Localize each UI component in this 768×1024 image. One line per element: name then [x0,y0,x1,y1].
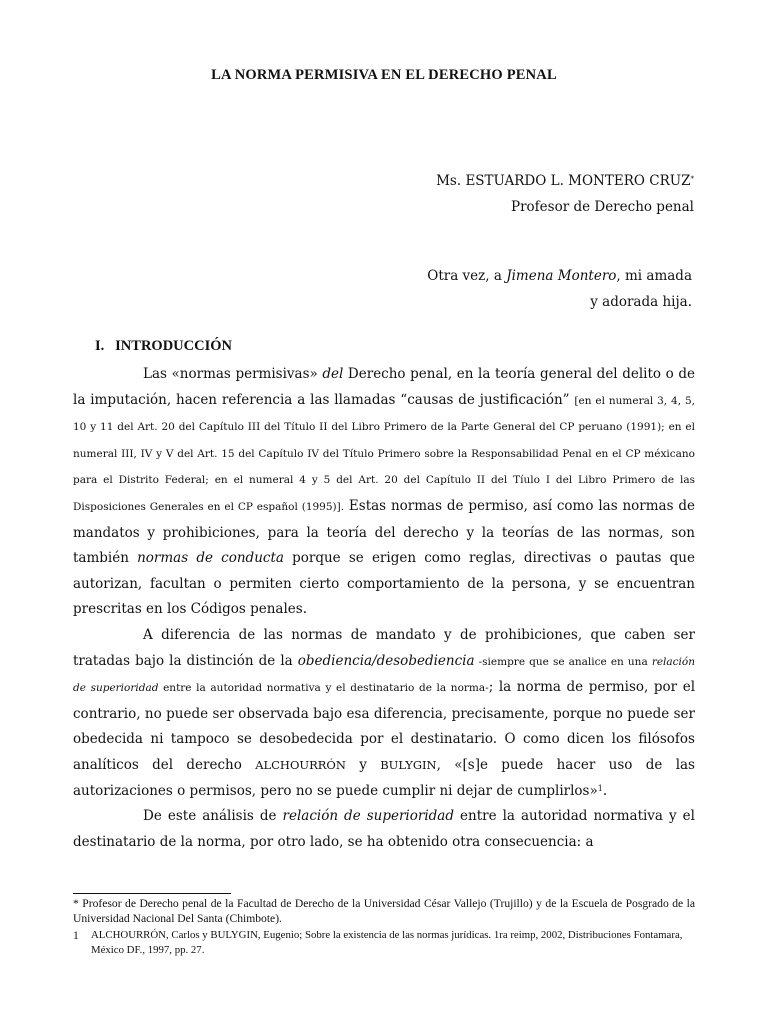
p1-text-4: porque se erigen como reglas, directivas o pautas que autorizan, facultan o permiten cierto comportamiento de la persona, y se encuentran prescritas en los Códigos penales. [73,550,695,618]
paragraph-3 [73,804,695,855]
p2-quote: , «[s]e puede hacer uso de las autorizaciones o permisos, pero no se puede cumplir ni dejar de cumplirlos» [73,756,695,799]
footnote-ref-1[interactable]: 1 [597,783,603,793]
author-footnote-mark: * [690,175,694,183]
dedication-text-b: , mi amada [616,268,692,284]
p1-text-2: Derecho penal, en la teoría general del delito o de la imputación, hacen referencia a las llamadas “causas de justificación” [73,366,696,408]
p3-text: De este análisis de [143,808,283,825]
paragraph-2 [73,623,695,804]
p2-aside-2: entre la autoridad normativa y el destinatario de la norma- [158,682,489,695]
paragraph-1 [73,362,695,623]
footnote-1 [73,928,695,958]
author-ref-alchourron: ALCHOURRÓN [255,757,346,772]
author-name-text: Ms. ESTUARDO L. MONTERO CRUZ [436,173,691,189]
p3-text-2: entre la autoridad normativa y el destinatario de la norma, por otro lado, se ha obtenido otra consecuencia: a [73,808,695,850]
footnotes [73,896,695,958]
p1-text: Las «normas permisivas» [143,366,323,382]
footnote-1-number: 1 [73,929,79,942]
author-name [436,168,694,194]
dedication-name: Jimena Montero [506,268,617,284]
p2-italic: obediencia/desobediencia [297,652,475,669]
section-heading [95,338,232,355]
section-number: I. [95,338,105,354]
p3-italic: relación de superioridad [282,808,454,825]
p1-legal-reference: [en el numeral 3, 4, 5, 10 y 11 del Art. 20 del Capítulo III del Título II del Libro Primero de la Parte General del CP peruano (1991); en el numeral III, IV y V del Art. 15 del Capítulo IV del Título Primero sobre la Responsabilidad Penal en el CP méxicano para el Distrito Federal; en el numeral 4 y 5 del Art. 20 del Capítulo II del Tíulo I del Libro Primero de las Disposiciones Generales en el CP español (1995)]. [73,394,695,513]
p2-end: . [602,782,608,799]
author-block [436,168,694,220]
p2-text-2: ; la norma de permiso, por el contrario, no puede ser observada bajo esa diferencia, precisamente, porque no puede ser obedecida ni tampoco se desobedecida por el destinatario. O como dicen los filósofos analíticos del derecho [73,679,696,773]
p1-italic-2: normas de conducta [137,550,284,567]
p2-aside: -siempre que se analice en una [474,655,652,668]
dedication-line-1 [427,263,692,289]
dedication [427,263,692,315]
body-text [73,362,695,855]
dedication-text-a: Otra vez, a [427,268,507,284]
p1-italic: del [322,366,344,382]
footnote-separator [73,893,231,894]
document-title: LA NORMA PERMISIVA EN EL DERECHO PENAL [211,67,557,83]
p2-text: A diferencia de las normas de mandato y de prohibiciones, que caben ser tratadas bajo la distinción de la [73,626,695,669]
footnote-star: * Profesor de Derecho penal de la Facultad de Derecho de la Universidad César Vallejo (Trujillo) y de la Escuela de Posgrado de la Universidad Nacional Del Santa (Chimbote). [73,897,695,925]
author-role: Profesor de Derecho penal [511,199,694,215]
footnote-1-text: ALCHOURRÓN, Carlos y BULYGIN, Eugenio; Sobre la existencia de las normas jurídicas. 1ra reimp, 2002, Distribuciones Fontamara, México DF., 1997, pp. 27. [91,929,683,956]
author-ref-bulygin: BULYGIN [380,757,437,772]
dedication-line-2: y adorada hija. [590,294,692,310]
p2-aside-italic: relación de superioridad [73,655,695,695]
p2-text-3: y [345,756,381,773]
p1-text-3: Estas normas de permiso, así como las normas de mandatos y prohibiciones, para la teoría del derecho y la teorías de las normas, son también [73,497,695,567]
section-title: INTRODUCCIÓN [115,338,232,354]
